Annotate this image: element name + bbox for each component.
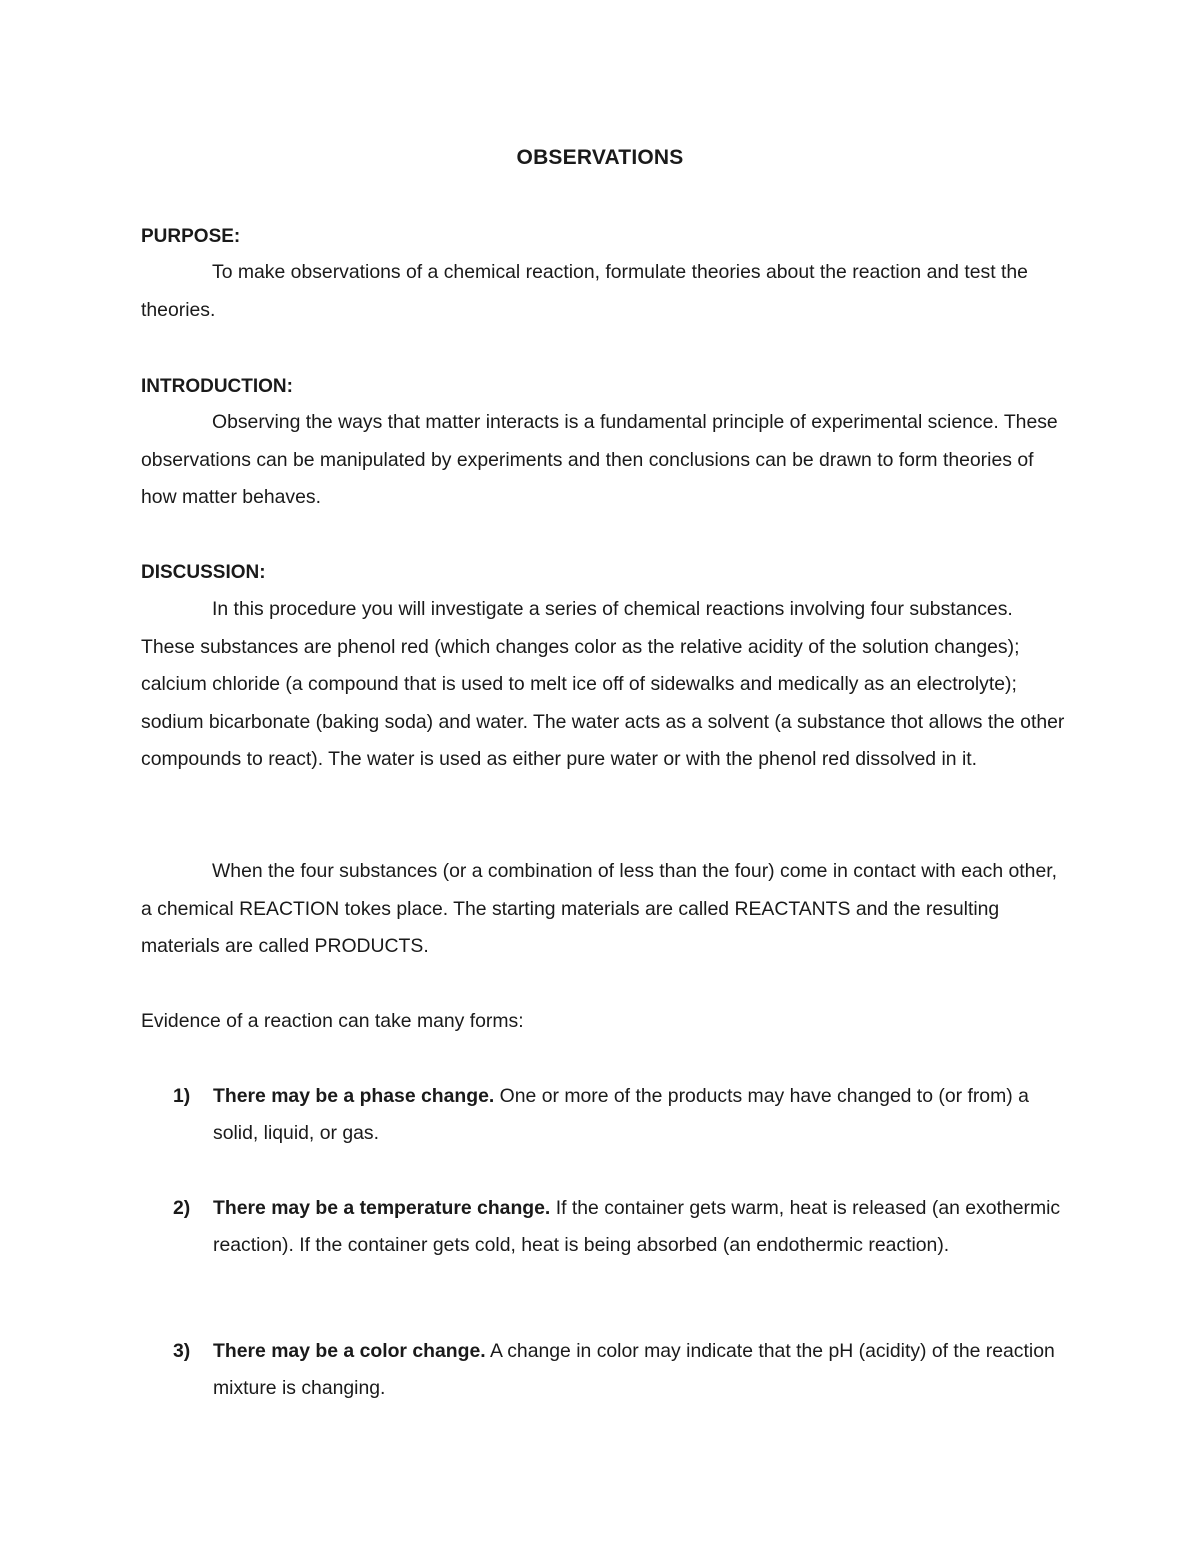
introduction-heading: INTRODUCTION: <box>141 376 293 397</box>
list-item-number: 1) <box>173 1085 191 1107</box>
list-item-text: A change in color may indicate that the pH (acidity) of the reaction mixture is changing. <box>213 1340 1055 1399</box>
discussion-heading: DISCUSSION: <box>141 562 266 583</box>
list-item <box>141 1078 1071 1152</box>
list-item-text: If the container gets warm, heat is released (an exothermic reaction). If the container gets cold, heat is being absorbed (an endothermic reaction). <box>213 1197 1061 1256</box>
list-item-text: One or more of the products may have changed to (or from) a solid, liquid, or gas. <box>213 1085 1029 1144</box>
list-item-number: 3) <box>173 1340 191 1362</box>
list-item-bold: There may be a color change. <box>213 1340 486 1362</box>
purpose-heading: PURPOSE: <box>141 226 241 247</box>
discussion-paragraph-2: When the four substances (or a combination of less than the four) come in contact with each other, a chemical REACTION tokes place. The starting materials are called REACTANTS and the resulting materials are called PRODUCTS. <box>141 860 1058 957</box>
page-title: OBSERVATIONS <box>516 146 684 169</box>
list-item <box>141 1190 1071 1264</box>
list-item-bold: There may be a temperature change. <box>213 1197 551 1219</box>
evidence-intro: Evidence of a reaction can take many forms: <box>141 1010 524 1032</box>
discussion-paragraph-1: In this procedure you will investigate a series of chemical reactions involving four substances. These substances are phenol red (which changes color as the relative acidity of the solution changes); calcium chloride (a compound that is used to melt ice off of sidewalks and medically as an electrolyte); sodium bicarbonate (baking soda) and water. The water acts as a solvent (a substance thot allows the other compounds to react). The water is used as either pure water or with the phenol red dissolved in it. <box>141 598 1065 770</box>
list-item <box>141 1333 1071 1407</box>
list-item-number: 2) <box>173 1197 191 1219</box>
introduction-text: Observing the ways that matter interacts is a fundamental principle of experimental science. These observations can be manipulated by experiments and then conclusions can be drawn to form theories of how matter behaves. <box>141 411 1058 508</box>
purpose-text: To make observations of a chemical reaction, formulate theories about the reaction and test the theories. <box>141 261 1028 321</box>
list-item-bold: There may be a phase change. <box>213 1085 495 1107</box>
